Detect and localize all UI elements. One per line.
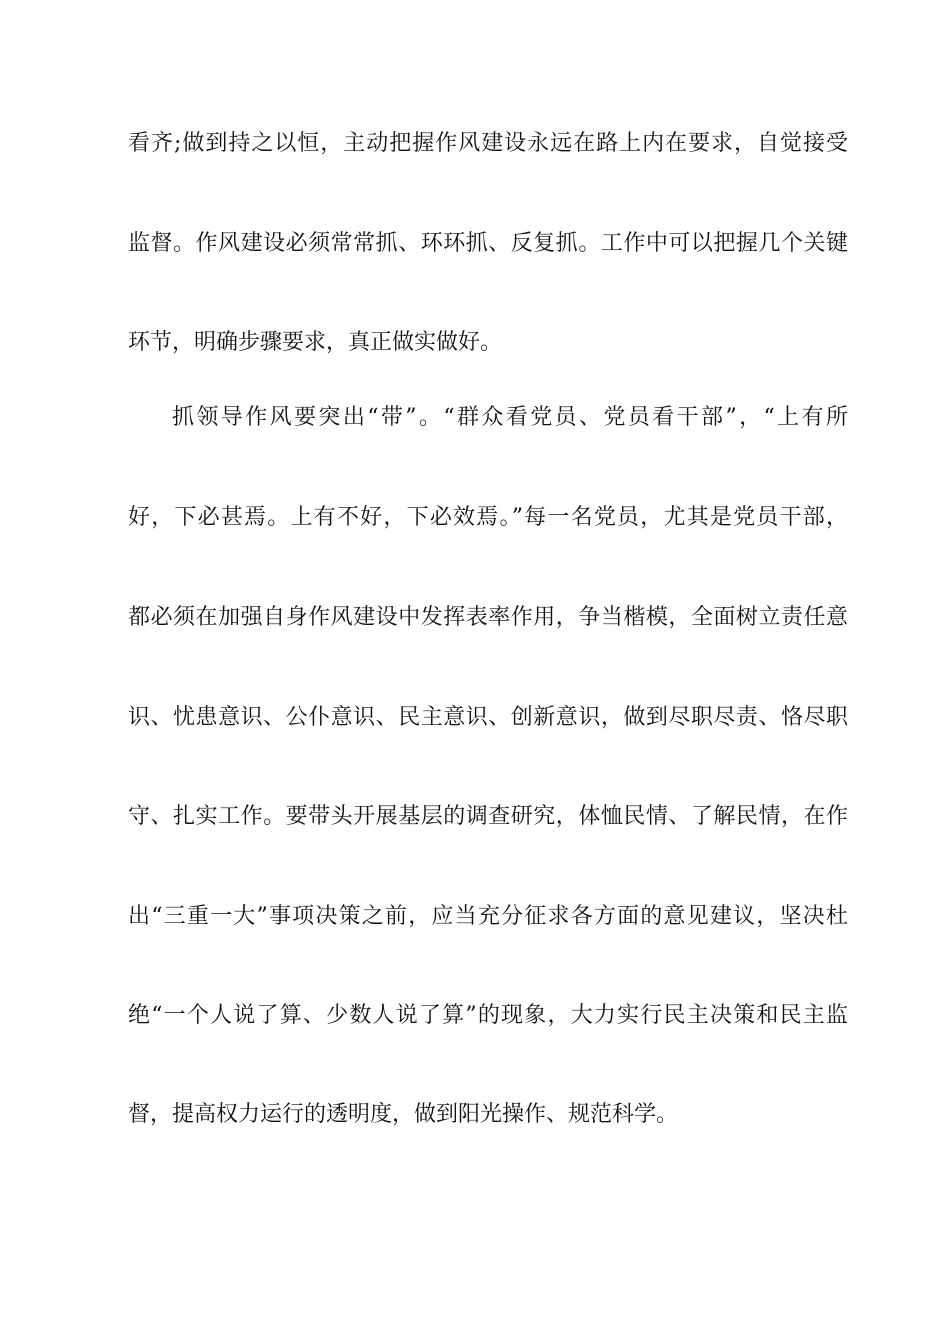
text-line: 绝“一个人说了算、少数人说了算”的现象，大力实行民主决策和民主监 [128, 1003, 848, 1028]
text-line: 监督。作风建设必须常常抓、环环抓、反复抓。工作中可以把握几个关键 [128, 231, 848, 256]
text-line: 都必须在加强自身作风建设中发挥表率作用，争当楷模，全面树立责任意 [128, 605, 848, 630]
text-line: 督，提高权力运行的透明度，做到阳光操作、规范科学。 [128, 1102, 679, 1127]
text-line: 守、扎实工作。要带头开展基层的调查研究，体恤民情、了解民情，在作 [128, 804, 848, 829]
text-line: 看齐;做到持之以恒，主动把握作风建设永远在路上内在要求，自觉接受 [128, 131, 848, 156]
text-line: 环节，明确步骤要求，真正做实做好。 [128, 330, 503, 355]
text-line: 好，下必甚焉。上有不好，下必效焉。”每一名党员，尤其是党员干部， [128, 505, 848, 530]
paragraph-first-line: 抓领导作风要突出“带”。“群众看党员、党员看干部”，“上有所 [172, 405, 848, 430]
text-line: 出“三重一大”事项决策之前，应当充分征求各方面的意见建议，坚决杜 [128, 904, 848, 929]
text-line: 识、忧患意识、公仆意识、民主意识、创新意识，做到尽职尽责、恪尽职 [128, 705, 848, 730]
